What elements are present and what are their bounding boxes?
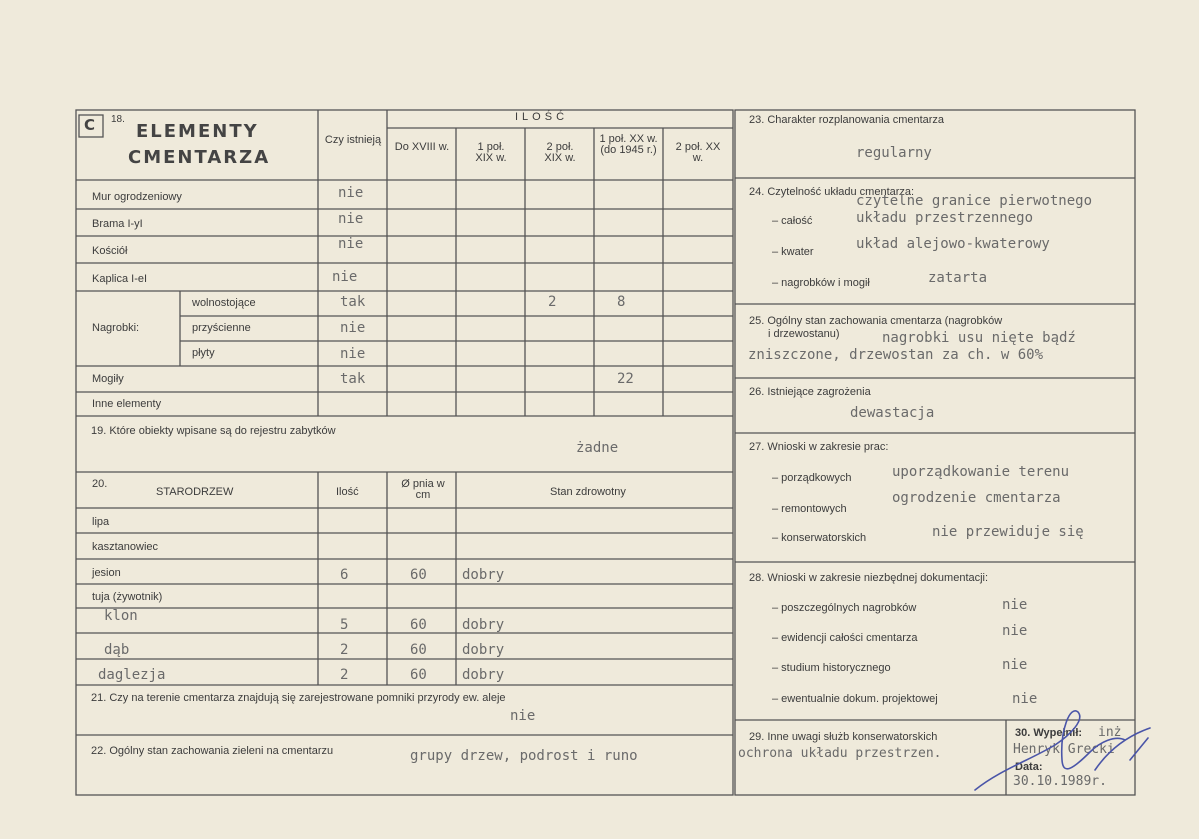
tree-state: dobry — [462, 667, 505, 683]
tree-state: dobry — [462, 642, 505, 658]
q28-item-answer: nie — [1012, 691, 1038, 707]
element-count: 22 — [617, 371, 634, 387]
element-label: Mur ogrodzeniowy — [92, 191, 182, 203]
q27-item-label: – konserwatorskich — [772, 532, 867, 544]
q29-label: 29. Inne uwagi służb konserwatorskich — [749, 731, 938, 743]
trees-section-number: 20. — [92, 478, 108, 490]
elements-title-line2: CMENTARZA — [128, 147, 271, 168]
trees-col-qty: Ilość — [336, 486, 359, 498]
element-label: przyścienne — [192, 322, 251, 334]
element-label: Inne elementy — [92, 398, 162, 410]
q30-date-label: Data: — [1015, 761, 1043, 773]
period-header: Do XVIII w. — [394, 141, 450, 153]
tree-diameter: 60 — [410, 642, 427, 658]
elements-title-line1: ELEMENTY — [136, 121, 259, 142]
element-label: Mogiły — [92, 373, 124, 385]
q27-item-label: – remontowych — [772, 503, 847, 515]
q30-label: 30. Wypełnił: — [1015, 727, 1083, 739]
card-code: C — [84, 116, 96, 134]
element-exists: nie — [340, 320, 366, 336]
q27-item-label: – porządkowych — [772, 472, 852, 484]
q25-answer-line1: nagrobki usu nięte bądź — [882, 330, 1076, 346]
element-exists: tak — [340, 294, 366, 310]
q28-item-label: – poszczególnych nagrobków — [772, 602, 917, 614]
tree-name: daglezja — [98, 667, 166, 683]
q27-item-answer: ogrodzenie cmentarza — [892, 490, 1061, 506]
tree-diameter: 60 — [410, 617, 427, 633]
trees-title: STARODRZEW — [156, 486, 234, 498]
element-exists: tak — [340, 371, 366, 387]
element-exists: nie — [338, 211, 364, 227]
exists-column-header: Czy istnieją — [324, 134, 382, 146]
q28-item-label: – studium historycznego — [772, 662, 891, 674]
tree-qty: 2 — [340, 667, 349, 683]
period-header: 2 poł. XIX w. — [544, 141, 576, 164]
q28-item-label: – ewentualnie dokum. projektowej — [772, 693, 938, 705]
period-header: 1 poł. XX w. (do 1945 r.) — [599, 133, 658, 156]
trees-col-state: Stan zdrowotny — [550, 486, 626, 498]
q30-filled-by: inż — [1098, 725, 1122, 740]
tree-name: dąb — [104, 642, 130, 658]
tree-name: tuja (żywotnik) — [92, 591, 163, 603]
element-exists: nie — [338, 185, 364, 201]
q19-label: 19. Które obiekty wpisane są do rejestru zabytków — [91, 425, 336, 437]
q24-whole-line1: czytelne granice pierwotnego — [856, 193, 1093, 209]
q24-whole-line2: układu przestrzennego — [856, 210, 1034, 226]
element-exists: nie — [340, 346, 366, 362]
q27-item-answer: nie przewiduje się — [932, 524, 1084, 540]
trees-col-diameter: Ø pnia w cm — [401, 478, 445, 501]
q24-whole-label: – całość — [772, 215, 813, 227]
tree-qty: 2 — [340, 642, 349, 658]
tree-diameter: 60 — [410, 667, 427, 683]
q26-answer: dewastacja — [850, 405, 935, 421]
q24-label: 24. Czytelność układu cmentarza: — [749, 186, 915, 198]
q21-label: 21. Czy na terenie cmentarza znajdują się zarejestrowane pomniki przyrody ew. aleje — [91, 692, 506, 704]
q19-answer: żadne — [576, 440, 619, 456]
q24-graves-answer: zatarta — [928, 270, 988, 286]
section-number-18: 18. — [111, 114, 125, 125]
q25-answer-line2: zniszczone, drzewostan za ch. w 60% — [748, 347, 1044, 363]
q28-label: 28. Wnioski w zakresie niezbędnej dokumentacji: — [749, 572, 989, 584]
element-count: 2 — [548, 294, 557, 310]
q25-label-cont: i drzewostanu) — [768, 328, 840, 340]
q27-item-answer: uporządkowanie terenu — [892, 464, 1070, 480]
quantity-header: ILOŚĆ — [515, 111, 569, 123]
q28-item-answer: nie — [1002, 597, 1028, 613]
q24-quarters-answer: układ alejowo-kwaterowy — [856, 236, 1050, 252]
tree-state: dobry — [462, 617, 505, 633]
tree-diameter: 60 — [410, 567, 427, 583]
element-label: płyty — [192, 347, 215, 359]
tree-name: jesion — [92, 567, 121, 579]
q28-item-label: – ewidencji całości cmentarza — [772, 632, 918, 644]
q28-item-answer: nie — [1002, 623, 1028, 639]
tree-qty: 6 — [340, 567, 349, 583]
tree-qty: 5 — [340, 617, 349, 633]
q26-label: 26. Istniejące zagrożenia — [749, 386, 871, 398]
element-label: Kaplica I-eI — [92, 273, 148, 285]
q21-answer: nie — [510, 708, 536, 724]
element-label: Brama I-yI — [92, 218, 143, 230]
element-count: 8 — [617, 294, 626, 310]
nagrobki-label: Nagrobki: — [92, 322, 140, 334]
element-exists: nie — [332, 269, 358, 285]
q27-label: 27. Wnioski w zakresie prac: — [749, 441, 889, 453]
tree-name: lipa — [92, 516, 110, 528]
tree-state: dobry — [462, 567, 505, 583]
q23-answer: regularny — [856, 145, 932, 161]
period-header: 2 poł. XX w. — [675, 141, 721, 164]
tree-name: kasztanowiec — [92, 541, 159, 553]
q25-label: 25. Ogólny stan zachowania cmentarza (nagrobków — [749, 315, 1003, 327]
element-exists: nie — [338, 236, 364, 252]
period-header: 1 poł. XIX w. — [475, 141, 507, 164]
q23-label: 23. Charakter rozplanowania cmentarza — [749, 114, 945, 126]
q24-quarters-label: – kwater — [772, 246, 814, 258]
q30-date: 30.10.1989r. — [1013, 774, 1107, 789]
q22-answer: grupy drzew, podrost i runo — [410, 748, 638, 764]
q29-answer: ochrona układu przestrzen. — [738, 746, 942, 761]
q22-label: 22. Ogólny stan zachowania zieleni na cmentarzu — [91, 745, 334, 757]
q28-item-answer: nie — [1002, 657, 1028, 673]
q30-name: Henryk Grecki — [1013, 742, 1115, 757]
element-label: Kościół — [92, 245, 128, 257]
tree-name: klon — [104, 608, 138, 624]
q24-graves-label: – nagrobków i mogił — [772, 277, 870, 289]
element-label: wolnostojące — [192, 297, 256, 309]
